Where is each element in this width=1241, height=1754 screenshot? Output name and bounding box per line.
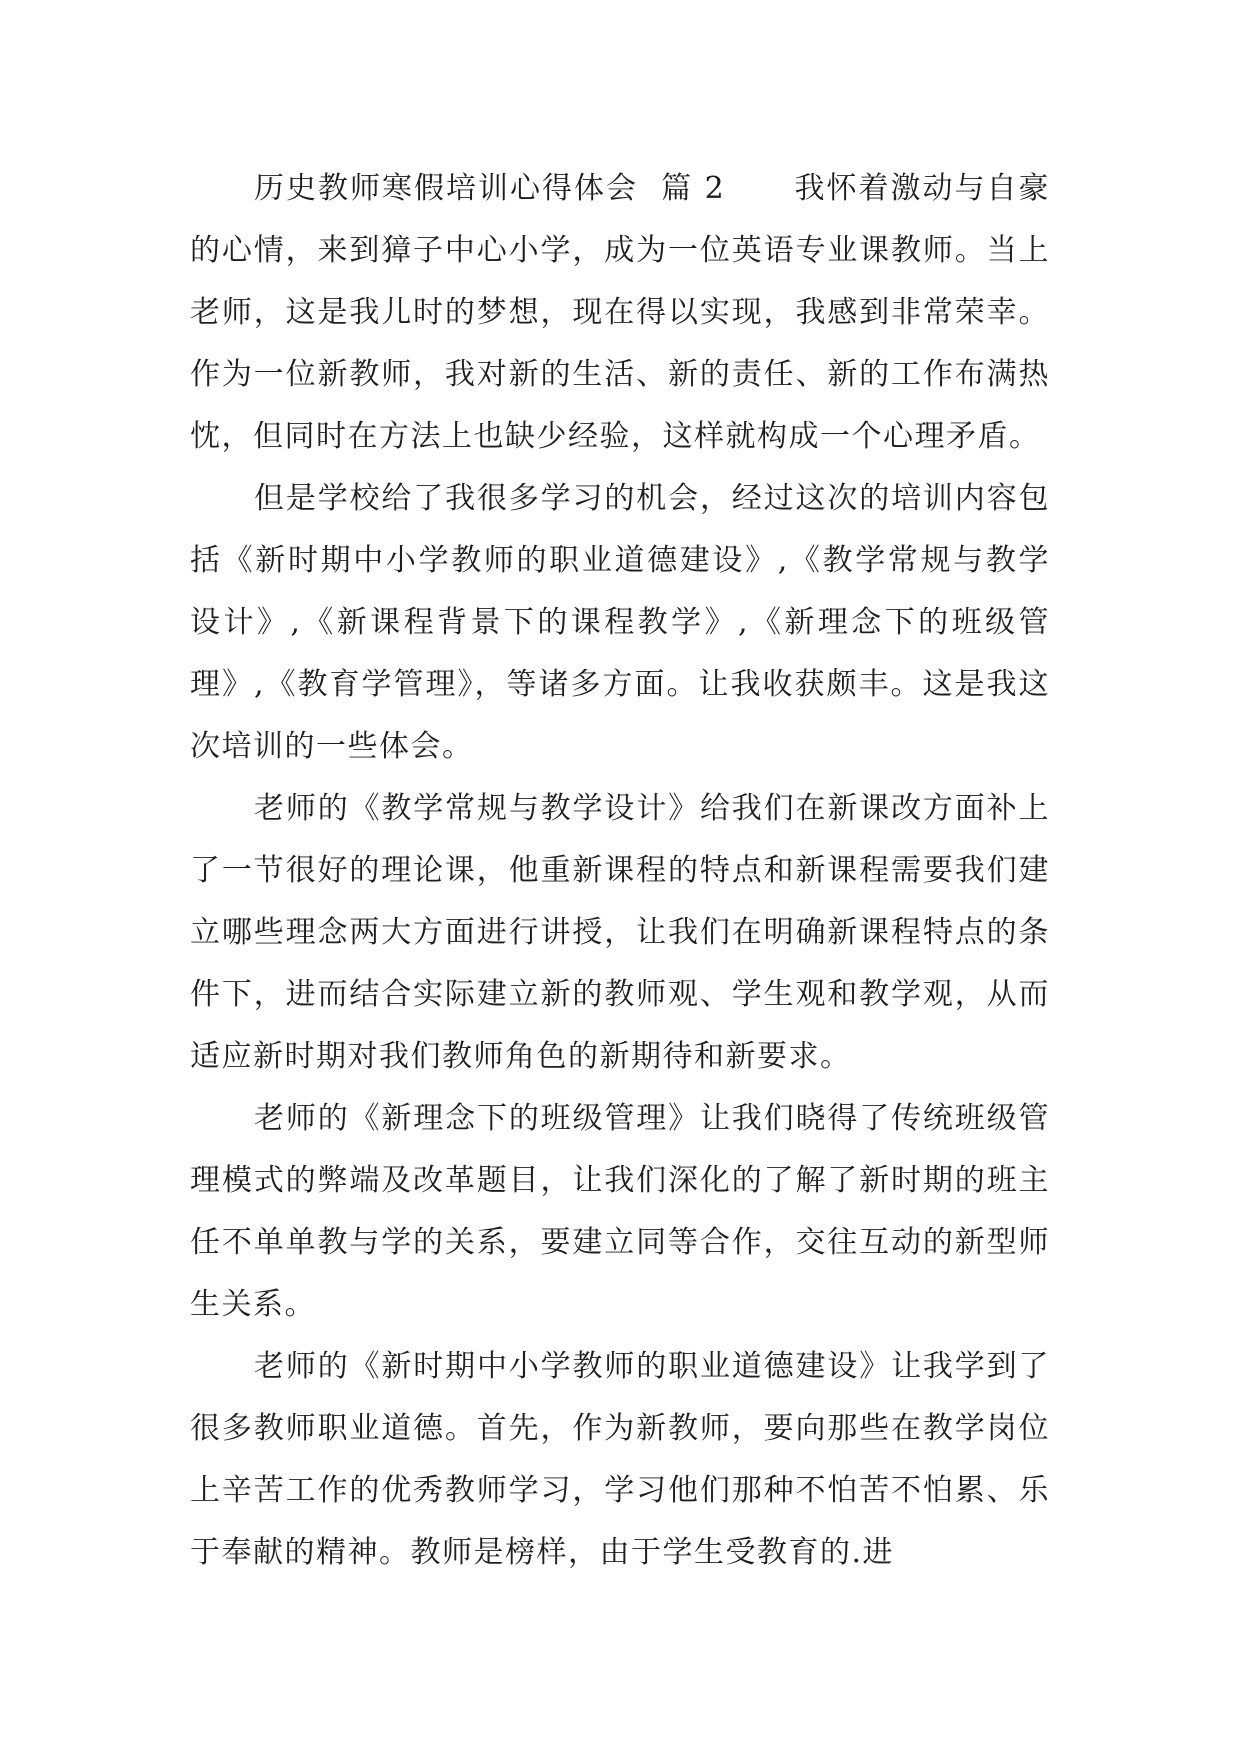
document-title: 历史教师寒假培训心得体会	[254, 171, 639, 206]
paragraph-5: 老师的《新时期中小学教师的职业道德建设》让我学到了很多教师职业道德。首先，作为新教师，要向那些在教学岗位上辛苦工作的优秀教师学习，学习他们那种不怕苦不怕累、乐于奉献的精神。教师是榜样，由于学生受教育的.进	[190, 1349, 1050, 1570]
paragraph-1	[190, 158, 1050, 468]
section-label: 篇 2	[661, 171, 726, 206]
paragraph-2: 但是学校给了我很多学习的机会，经过这次的培训内容包括《新时期中小学教师的职业道德建设》,《教学常规与教学设计》,《新课程背景下的课程教学》,《新理念下的班级管理》,《教育学管理》，等诸多方面。让我收获颇丰。这是我这次培训的一些体会。	[190, 481, 1050, 764]
document-body	[190, 158, 1050, 1584]
paragraph-4: 老师的《新理念下的班级管理》让我们晓得了传统班级管理模式的弊端及改革题目，让我们深化的了解了新时期的班主任不单单教与学的关系，要建立同等合作，交往互动的新型师生关系。	[190, 1101, 1050, 1322]
paragraph-1-text: 我怀着激动与自豪的心情，来到獐子中心小学，成为一位英语专业课教师。当上老师，这是我儿时的梦想，现在得以实现，我感到非常荣幸。作为一位新教师，我对新的生活、新的责任、新的工作布满热忱，但同时在方法上也缺少经验，这样就构成一个心理矛盾。	[190, 171, 1051, 454]
paragraph-3: 老师的《教学常规与教学设计》给我们在新课改方面补上了一节很好的理论课，他重新课程的特点和新课程需要我们建立哪些理念两大方面进行讲授，让我们在明确新课程特点的条件下，进而结合实际建立新的教师观、学生观和教学观，从而适应新时期对我们教师角色的新期待和新要求。	[190, 791, 1050, 1074]
